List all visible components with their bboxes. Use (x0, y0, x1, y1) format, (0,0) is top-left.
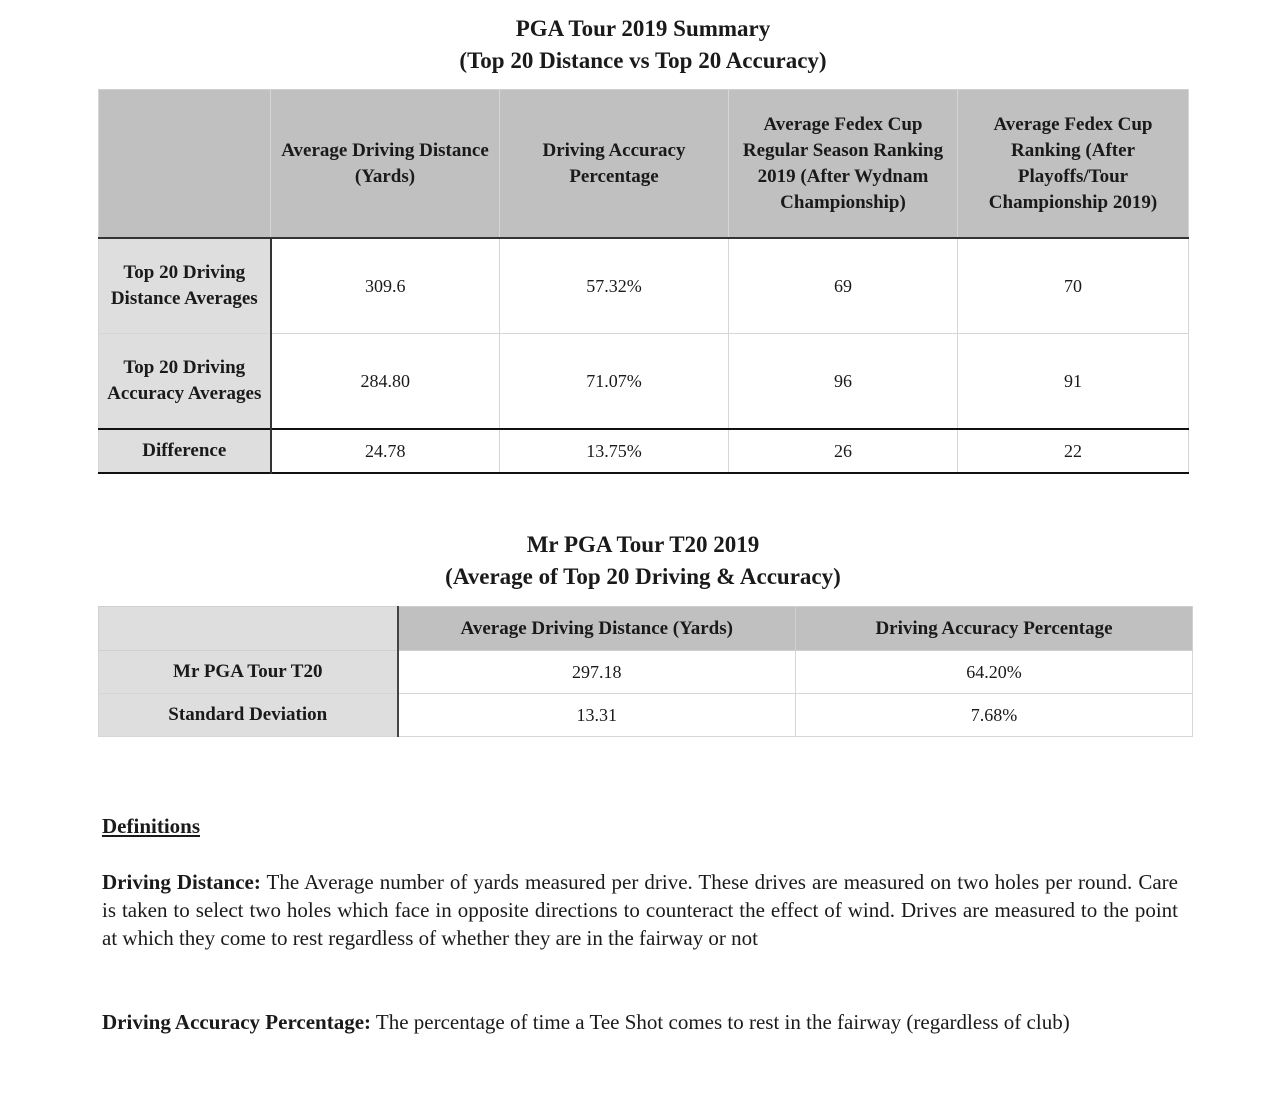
summary-header-cell: Driving Accuracy Percentage (500, 90, 729, 239)
definition-text: The Average number of yards measured per drive. These drives are measured on two holes per round. Care is taken to select two holes which face in opposite directions to counteract the effect of wind. Drives are measured to the point at which they come to rest regardless of whether they are in the fairway or not (102, 870, 1178, 950)
definition-text: The percentage of time a Tee Shot comes to rest in the fairway (regardless of club) (371, 1010, 1070, 1034)
definition-driving-distance (102, 868, 1178, 952)
table-cell: 96 (729, 334, 958, 430)
summary-header-cell: Average Fedex Cup Regular Season Ranking 2019 (After Wydnam Championship) (729, 90, 958, 239)
table-cell: 13.31 (398, 694, 796, 737)
mr-pga-title-line2: (Average of Top 20 Driving & Accuracy) (445, 564, 841, 589)
summary-title (0, 13, 1286, 77)
table-cell: 297.18 (398, 651, 796, 694)
table-cell: 69 (729, 238, 958, 334)
mr-pga-title (0, 529, 1286, 593)
summary-title-line1: PGA Tour 2019 Summary (515, 16, 771, 41)
table-cell: 24.78 (271, 429, 500, 473)
summary-header-cell: Average Driving Distance (Yards) (271, 90, 500, 239)
table-cell: 26 (729, 429, 958, 473)
table-cell: 64.20% (796, 651, 1193, 694)
table-row (99, 694, 1193, 737)
difference-row (99, 429, 1189, 473)
definition-term: Driving Accuracy Percentage: (102, 1010, 372, 1034)
table-row (99, 238, 1189, 334)
table-cell: 13.75% (500, 429, 729, 473)
row-label: Standard Deviation (99, 694, 398, 737)
mr-pga-header-cell (99, 607, 398, 651)
mr-pga-header-cell: Average Driving Distance (Yards) (398, 607, 796, 651)
mr-pga-header-row (99, 607, 1193, 651)
table-cell: 71.07% (500, 334, 729, 430)
mr-pga-title-line1: Mr PGA Tour T20 2019 (526, 532, 760, 557)
table-cell: 91 (958, 334, 1189, 430)
mr-pga-header-cell: Driving Accuracy Percentage (796, 607, 1193, 651)
mr-pga-table (98, 606, 1193, 737)
summary-header-cell: Average Fedex Cup Ranking (After Playoffs/Tour Championship 2019) (958, 90, 1189, 239)
table-row (99, 334, 1189, 430)
table-cell: 22 (958, 429, 1189, 473)
row-label: Top 20 Driving Accuracy Averages (99, 334, 271, 430)
row-label: Difference (99, 429, 271, 473)
definitions-heading: Definitions (102, 814, 201, 838)
table-cell: 284.80 (271, 334, 500, 430)
summary-header-row (99, 90, 1189, 239)
table-cell: 70 (958, 238, 1189, 334)
table-cell: 57.32% (500, 238, 729, 334)
row-label: Mr PGA Tour T20 (99, 651, 398, 694)
table-cell: 309.6 (271, 238, 500, 334)
definition-term: Driving Distance: (102, 870, 261, 894)
summary-table (98, 89, 1189, 474)
summary-header-cell (99, 90, 271, 239)
definition-driving-accuracy (102, 1008, 1178, 1036)
row-label: Top 20 Driving Distance Averages (99, 238, 271, 334)
summary-title-line2: (Top 20 Distance vs Top 20 Accuracy) (459, 48, 827, 73)
table-cell: 7.68% (796, 694, 1193, 737)
table-row (99, 651, 1193, 694)
